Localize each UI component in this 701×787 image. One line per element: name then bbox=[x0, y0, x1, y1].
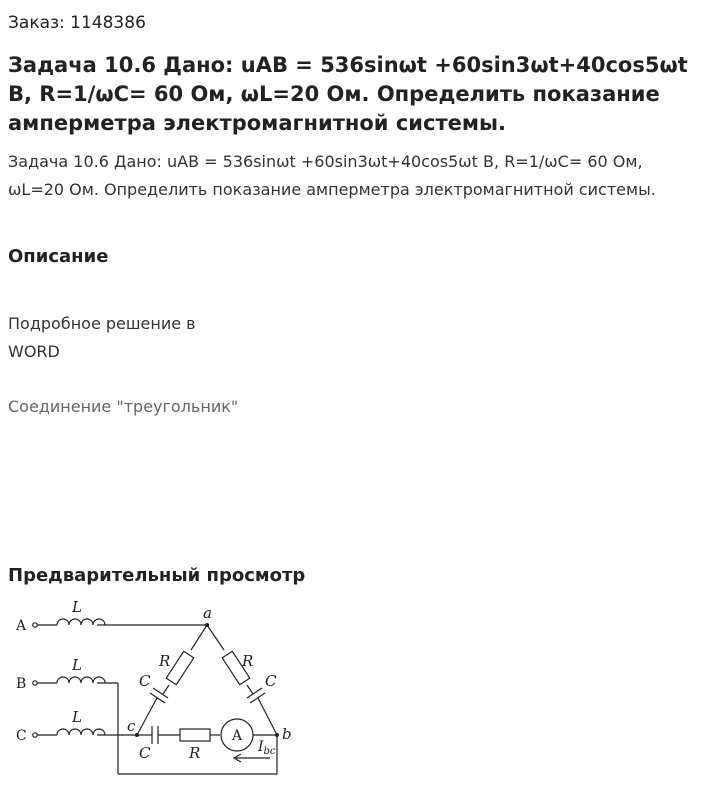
task-description: Задача 10.6 Дано: uAB = 536sinωt +60sin3ωt+40cos5ωt В, R=1/ωC= 60 Ом, ωL=20 Ом. Определить показание амперметра электромагнитной системы. bbox=[8, 152, 656, 199]
resistor-ac-label: R bbox=[159, 652, 171, 670]
terminal-b-circle bbox=[33, 681, 37, 685]
terminal-b-label: B bbox=[16, 676, 27, 692]
terminal-a-circle bbox=[33, 623, 37, 627]
solution-note bbox=[8, 310, 196, 366]
terminal-c-label: C bbox=[16, 728, 27, 744]
inductor-c-label: L bbox=[72, 708, 82, 726]
inductor-c bbox=[57, 729, 105, 735]
resistor-ab-label: R bbox=[242, 652, 254, 670]
node-b-label: b bbox=[282, 725, 292, 743]
order-number: Заказ: 1148386 bbox=[8, 13, 146, 33]
inductor-b bbox=[57, 677, 105, 683]
inductor-a bbox=[57, 619, 105, 625]
description-heading: Описание bbox=[8, 246, 109, 267]
capacitor-ac-label: C bbox=[139, 672, 151, 690]
resistor-ac bbox=[166, 651, 193, 684]
inductor-a-label: L bbox=[72, 598, 82, 616]
node-a-label: a bbox=[203, 604, 212, 622]
node-c-dot bbox=[135, 733, 139, 737]
node-a-dot bbox=[205, 623, 209, 627]
connection-type: Соединение "треугольник" bbox=[8, 397, 239, 416]
circuit-diagram bbox=[0, 598, 320, 783]
preview-heading: Предварительный просмотр bbox=[8, 565, 306, 586]
node-b-dot bbox=[275, 733, 279, 737]
page-title: Задача 10.6 Дано: uAB = 536sinωt +60sin3ωt+40cos5ωt В, R=1/ωC= 60 Ом, ωL=20 Ом. Определить показание амперметра электромагнитной системы. bbox=[8, 53, 688, 135]
solution-line-1: Подробное решение в bbox=[8, 314, 196, 333]
capacitor-ab-label: C bbox=[265, 672, 277, 690]
current-label bbox=[257, 739, 276, 757]
resistor-cb-label: R bbox=[189, 744, 201, 762]
solution-line-2: WORD bbox=[8, 342, 60, 361]
inductor-b-label: L bbox=[72, 656, 82, 674]
terminal-c-circle bbox=[33, 733, 37, 737]
current-symbol: I bbox=[258, 739, 264, 755]
terminal-a-label: A bbox=[16, 618, 27, 634]
node-c-label: c bbox=[127, 717, 136, 735]
ammeter-label: A bbox=[232, 728, 243, 744]
capacitor-cb-label: C bbox=[139, 744, 151, 762]
current-subscript: bc bbox=[263, 746, 276, 757]
resistor-cb bbox=[180, 729, 210, 741]
